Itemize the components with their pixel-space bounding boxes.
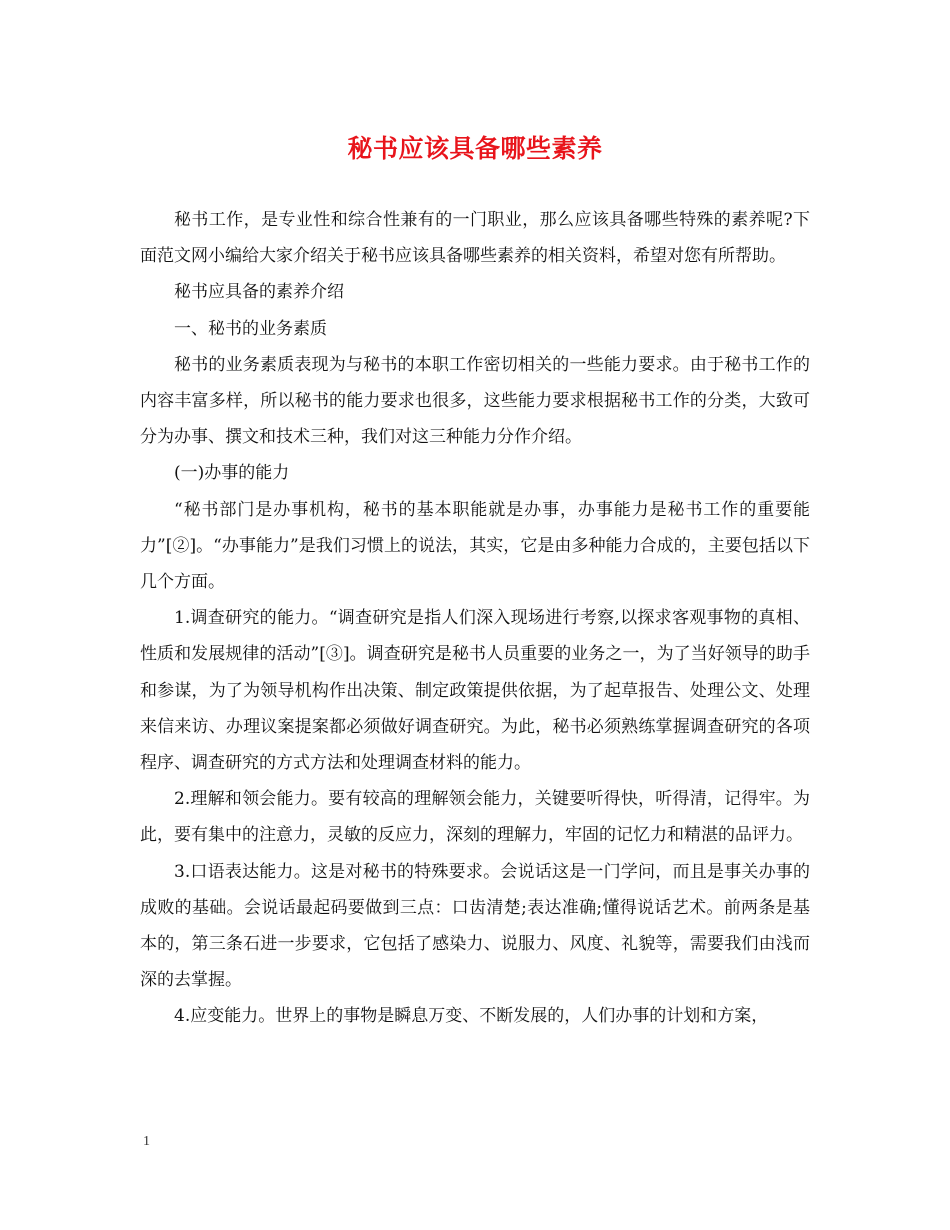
paragraph-office-ability: “秘书部门是办事机构，秘书的基本职能就是办事，办事能力是秘书工作的重要能力”[②]。“办事能力”是我们习惯上的说法，其实，它是由多种能力合成的，主要包括以下几个方面。 bbox=[140, 499, 810, 593]
page-number: 1 bbox=[143, 1134, 150, 1149]
paragraph-heading-business-quality: 一、秘书的业务素质 bbox=[174, 318, 327, 339]
paragraph-item-4: 4.应变能力。世界上的事物是瞬息万变、不断发展的，人们办事的计划和方案， bbox=[174, 1006, 769, 1027]
paragraph-item-2: 2.理解和领会能力。要有较高的理解领会能力，关键要听得快，听得清，记得牢。为此，要有集中的注意力，灵敏的反应力，深刻的理解力，牢固的记忆力和精湛的品评力。 bbox=[140, 789, 810, 846]
paragraph-business-quality: 秘书的业务素质表现为与秘书的本职工作密切相关的一些能力要求。由于秘书工作的内容丰富多样，所以秘书的能力要求也很多，这些能力要求根据秘书工作的分类，大致可分为办事、撰文和技术三种，我们对这三种能力分作介绍。 bbox=[140, 354, 810, 448]
document-title: 秘书应该具备哪些素养 bbox=[347, 134, 603, 163]
paragraph-section-heading: 秘书应具备的素养介绍 bbox=[174, 282, 344, 303]
paragraph-item-3: 3.口语表达能力。这是对秘书的特殊要求。会说话这是一门学问，而且是事关办事的成败的基础。会说话最起码要做到三点：口齿清楚;表达准确;懂得说话艺术。前两条是基本的，第三条石进一步要求，它包括了感染力、说服力、风度、礼貌等，需要我们由浅而深的去掌握。 bbox=[140, 861, 810, 991]
paragraph-heading-office-ability: (一)办事的能力 bbox=[174, 463, 290, 484]
document-body bbox=[140, 202, 810, 1035]
paragraph-item-1: 1.调查研究的能力。“调查研究是指人们深入现场进行考察,以探求客观事物的真相、性质和发展规律的活动”[③]。调查研究是秘书人员重要的业务之一，为了当好领导的助手和参谋，为了为领导机构作出决策、制定政策提供依据，为了起草报告、处理公文、处理来信来访、办理议案提案都必须做好调查研究。为此，秘书必须熟练掌握调查研究的各项程序、调查研究的方式方法和处理调查材料的能力。 bbox=[140, 608, 810, 774]
paragraph-intro: 秘书工作，是专业性和综合性兼有的一门职业，那么应该具备哪些特殊的素养呢?下面范文网小编给大家介绍关于秘书应该具备哪些素养的相关资料，希望对您有所帮助。 bbox=[140, 210, 810, 267]
